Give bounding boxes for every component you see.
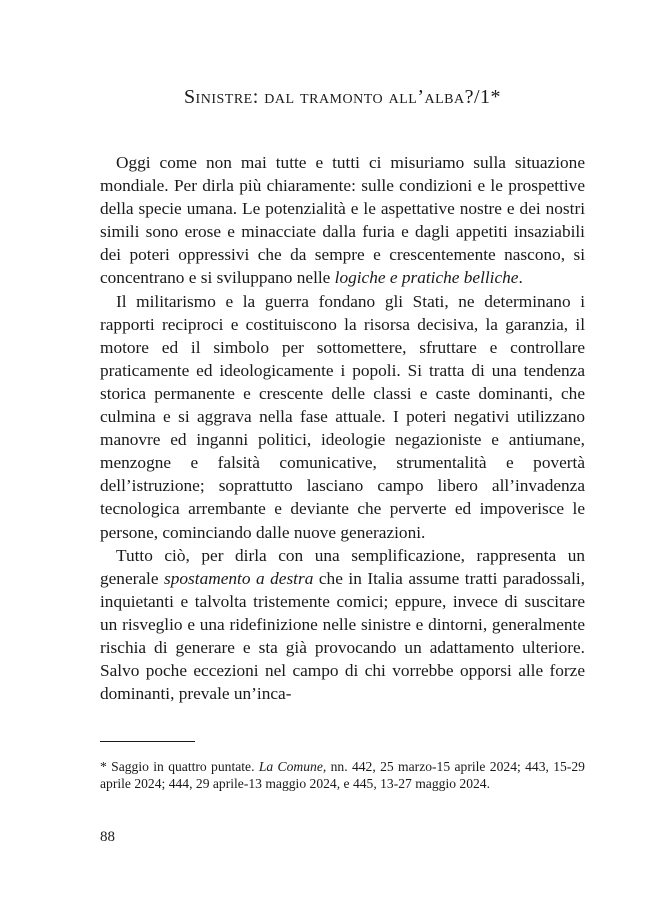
paragraph-3 <box>100 544 585 706</box>
book-page <box>100 0 585 910</box>
paragraph-2-text: Il militarismo e la guerra fondano gli Stati, ne determinano i rapporti reciproci e costituiscono la risorsa decisiva, la garanzia, il motore ed il simbolo per sottomettere, sfruttare e controllare praticamente ed ideologicamente i popoli. Si tratta di una tendenza storica permanente e crescente delle classi e caste dominanti, che culmina e si aggrava nella fase attuale. I poteri negativi utilizzano manovre ed inganni politici, ideologie negazioniste e antiumane, menzogne e falsità comunicative, strumentalità e povertà dell’istruzione; soprattutto lasciano campo libero all’invadenza tecnologica arrembante e deviante che perverte ed impoverisce le persone, cominciando dalle nuove generazioni. <box>100 291 585 542</box>
paragraph-3-end: che in Italia assume tratti paradossali, inquietanti e talvolta tristemente comici; eppure, invece di suscitare un risveglio e una ridefinizione nelle sinistre e dintorni, generalmente rischia di generare e sta già provocando un adattamento ulteriore. Salvo poche eccezioni nel campo di chi vorrebbe opporsi alle forze dominanti, prevale un’inca- <box>100 568 585 704</box>
chapter-title: Sinistre: dal tramonto all’alba?/1* <box>183 86 502 108</box>
paragraph-1-end: . <box>518 268 523 288</box>
footnote <box>100 758 585 793</box>
paragraph-1-text: Oggi come non mai tutte e tutti ci misuriamo sulla situazione mondiale. Per dirla più chiaramente: sulle condizioni e le prospettive della specie umana. Le potenzialità e le aspettative nostre e dei nostri simili sono erose e minacciate dalla furia e dagli appetiti insaziabili dei poteri oppressivi che da sempre e crescentemente nascono, si concentrano e si sviluppano nelle <box>100 153 585 288</box>
body-text <box>100 151 585 705</box>
paragraph-3-text: Tutto ciò, per dirla con una semplificazione, rappresenta un generale <box>100 545 585 588</box>
paragraph-2 <box>100 290 585 544</box>
footnote-rule <box>100 741 195 742</box>
footnote-details: , nn. 442, 25 marzo-15 aprile 2024; 443, 15-29 aprile 2024; 444, 29 aprile-13 maggio 2024, e 445, 13-27 maggio 2024. <box>100 759 585 792</box>
paragraph-3-emphasis: spostamento a destra <box>164 568 314 588</box>
paragraph-1 <box>100 151 585 290</box>
footnote-journal: La Comune <box>258 759 323 774</box>
page-number: 88 <box>100 829 115 845</box>
footnote-text: * Saggio in quattro puntate. <box>100 759 259 774</box>
paragraph-1-emphasis: logiche e pratiche belliche <box>334 268 519 288</box>
